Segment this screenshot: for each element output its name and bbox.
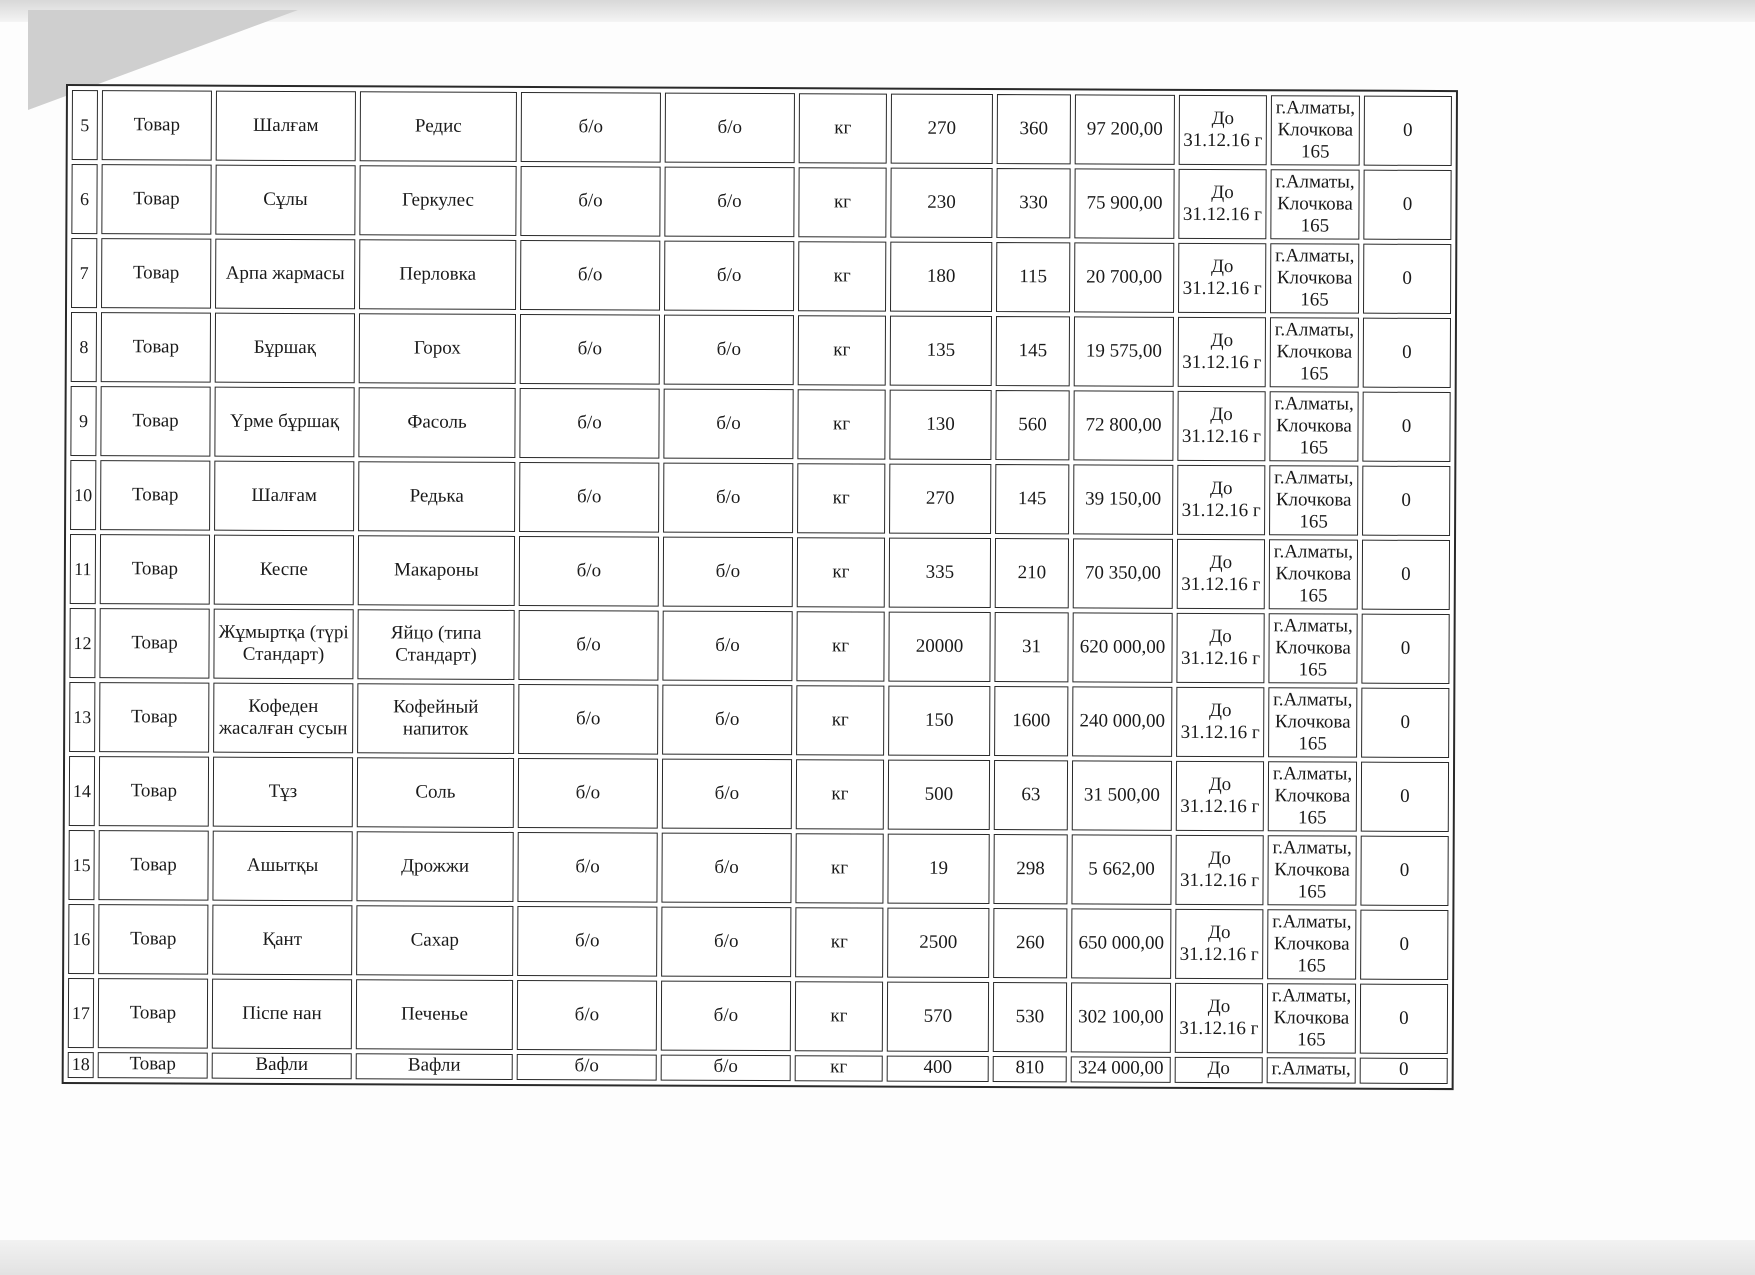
unit-cell: кг [798, 315, 886, 385]
row-number-cell: 10 [70, 460, 96, 530]
name-russian-cell: Кофейный напиток [357, 683, 514, 754]
name-russian-cell: Фасоль [358, 387, 515, 458]
table-row [70, 386, 1450, 462]
name-kazakh-cell: Бұршақ [215, 313, 355, 384]
row-number-cell: 7 [71, 238, 97, 308]
characteristic-2-cell: б/о [664, 241, 794, 312]
name-russian-cell: Печенье [356, 979, 513, 1050]
unit-cell: кг [795, 1055, 883, 1081]
characteristic-1-cell: б/о [518, 610, 658, 681]
name-kazakh-cell: Шалғам [214, 461, 354, 532]
advance-payment-cell: 0 [1360, 984, 1448, 1054]
table-row [71, 238, 1451, 314]
characteristic-2-cell: б/о [665, 93, 795, 164]
name-kazakh-cell: Вафли [212, 1053, 352, 1080]
procurement-table-wrapper [62, 84, 1458, 1090]
characteristic-2-cell: б/о [662, 611, 792, 682]
unit-price-cell: 330 [996, 168, 1070, 238]
row-number-cell: 16 [68, 904, 94, 974]
characteristic-2-cell: б/о [661, 907, 791, 978]
advance-payment-cell: 0 [1360, 1058, 1448, 1084]
name-russian-cell: Сахар [356, 905, 513, 976]
characteristic-1-cell: б/о [517, 832, 657, 903]
table-row [68, 978, 1448, 1054]
table-row [70, 460, 1450, 536]
name-russian-cell: Соль [357, 757, 514, 828]
unit-price-cell: 63 [994, 760, 1068, 830]
total-sum-cell: 324 000,00 [1071, 1056, 1171, 1082]
name-kazakh-cell: Үрме бұршақ [214, 387, 354, 458]
row-number-cell: 14 [69, 756, 95, 826]
table-row [71, 312, 1451, 388]
item-type-cell: Товар [98, 830, 208, 900]
name-kazakh-cell: Арпа жармасы [215, 239, 355, 310]
name-kazakh-cell: Сұлы [215, 165, 355, 236]
characteristic-2-cell: б/о [662, 685, 792, 756]
advance-payment-cell: 0 [1363, 170, 1451, 240]
table-row [69, 756, 1449, 832]
characteristic-1-cell: б/о [519, 462, 659, 533]
item-type-cell: Товар [101, 238, 211, 308]
item-type-cell: Товар [100, 460, 210, 530]
quantity-cell: 130 [889, 390, 991, 460]
table-row [68, 1052, 1448, 1084]
name-kazakh-cell: Кеспе [214, 535, 354, 606]
scan-bottom-edge [0, 1240, 1755, 1275]
table-row [71, 164, 1451, 240]
name-kazakh-cell: Жұмыртқа (түрі Стандарт) [213, 609, 353, 680]
name-kazakh-cell: Қант [212, 905, 352, 976]
unit-cell: кг [797, 389, 885, 459]
characteristic-1-cell: б/о [517, 980, 657, 1051]
unit-price-cell: 145 [996, 316, 1070, 386]
characteristic-1-cell: б/о [518, 684, 658, 755]
characteristic-1-cell: б/о [518, 758, 658, 829]
name-kazakh-cell: Кофеден жасалған сусын [213, 683, 353, 754]
total-sum-cell: 97 200,00 [1075, 94, 1175, 164]
table-body [68, 90, 1452, 1084]
unit-cell: кг [795, 833, 883, 903]
total-sum-cell: 70 350,00 [1073, 538, 1173, 608]
total-sum-cell: 620 000,00 [1072, 612, 1172, 682]
unit-price-cell: 31 [994, 612, 1068, 682]
name-kazakh-cell: Піспе нан [212, 979, 352, 1050]
delivery-place-cell: г.Алматы, Клочкова 165 [1268, 761, 1357, 831]
unit-cell: кг [795, 981, 883, 1051]
delivery-place-cell: г.Алматы, Клочкова 165 [1270, 169, 1359, 239]
delivery-term-cell: До 31.12.16 г [1175, 983, 1263, 1053]
item-type-cell: Товар [100, 534, 210, 604]
quantity-cell: 270 [891, 94, 993, 164]
delivery-term-cell: До 31.12.16 г [1177, 465, 1265, 535]
total-sum-cell: 19 575,00 [1074, 316, 1174, 386]
total-sum-cell: 240 000,00 [1072, 686, 1172, 756]
unit-cell: кг [796, 685, 884, 755]
total-sum-cell: 39 150,00 [1073, 464, 1173, 534]
advance-payment-cell: 0 [1362, 540, 1450, 610]
advance-payment-cell: 0 [1362, 466, 1450, 536]
characteristic-1-cell: б/о [517, 906, 657, 977]
name-kazakh-cell: Ашытқы [212, 831, 352, 902]
row-number-cell: 17 [68, 978, 94, 1048]
delivery-term-cell: До 31.12.16 г [1178, 169, 1266, 239]
name-russian-cell: Яйцо (типа Стандарт) [357, 609, 514, 680]
item-type-cell: Товар [101, 312, 211, 382]
delivery-place-cell: г.Алматы, Клочкова 165 [1269, 465, 1358, 535]
quantity-cell: 19 [887, 834, 989, 904]
row-number-cell: 5 [72, 90, 98, 160]
row-number-cell: 18 [68, 1052, 94, 1078]
characteristic-2-cell: б/о [664, 315, 794, 386]
quantity-cell: 335 [889, 538, 991, 608]
unit-price-cell: 115 [996, 242, 1070, 312]
total-sum-cell: 302 100,00 [1071, 982, 1171, 1052]
characteristic-2-cell: б/о [661, 1055, 791, 1082]
delivery-place-cell: г.Алматы, Клочкова 165 [1267, 983, 1356, 1053]
delivery-term-cell: До 31.12.16 г [1176, 613, 1264, 683]
characteristic-1-cell: б/о [519, 388, 659, 459]
characteristic-1-cell: б/о [520, 314, 660, 385]
name-russian-cell: Редька [358, 461, 515, 532]
delivery-term-cell: До 31.12.16 г [1179, 95, 1267, 165]
characteristic-1-cell: б/о [520, 240, 660, 311]
total-sum-cell: 650 000,00 [1071, 908, 1171, 978]
delivery-place-cell: г.Алматы, Клочкова 165 [1267, 835, 1356, 905]
delivery-place-cell: г.Алматы, [1267, 1057, 1356, 1083]
unit-price-cell: 360 [997, 94, 1071, 164]
delivery-term-cell: До 31.12.16 г [1176, 761, 1264, 831]
advance-payment-cell: 0 [1362, 392, 1450, 462]
item-type-cell: Товар [101, 164, 211, 234]
row-number-cell: 13 [69, 682, 95, 752]
characteristic-2-cell: б/о [663, 537, 793, 608]
delivery-place-cell: г.Алматы, Клочкова 165 [1268, 613, 1357, 683]
advance-payment-cell: 0 [1360, 836, 1448, 906]
unit-cell: кг [797, 537, 885, 607]
advance-payment-cell: 0 [1363, 244, 1451, 314]
characteristic-2-cell: б/о [663, 389, 793, 460]
unit-price-cell: 1600 [994, 686, 1068, 756]
item-type-cell: Товар [99, 756, 209, 826]
name-kazakh-cell: Тұз [213, 757, 353, 828]
row-number-cell: 6 [71, 164, 97, 234]
unit-cell: кг [799, 93, 887, 163]
characteristic-2-cell: б/о [663, 463, 793, 534]
total-sum-cell: 20 700,00 [1074, 242, 1174, 312]
row-number-cell: 12 [69, 608, 95, 678]
quantity-cell: 230 [890, 168, 992, 238]
item-type-cell: Товар [99, 608, 209, 678]
item-type-cell: Товар [98, 1052, 208, 1078]
unit-price-cell: 260 [993, 908, 1067, 978]
delivery-term-cell: До 31.12.16 г [1175, 909, 1263, 979]
name-russian-cell: Перловка [359, 239, 516, 310]
delivery-place-cell: г.Алматы, Клочкова 165 [1269, 539, 1358, 609]
row-number-cell: 15 [68, 830, 94, 900]
total-sum-cell: 31 500,00 [1072, 760, 1172, 830]
total-sum-cell: 72 800,00 [1073, 390, 1173, 460]
quantity-cell: 400 [887, 1056, 989, 1082]
delivery-term-cell: До 31.12.16 г [1175, 835, 1263, 905]
advance-payment-cell: 0 [1363, 318, 1451, 388]
characteristic-1-cell: б/о [521, 92, 661, 163]
name-russian-cell: Геркулес [359, 165, 516, 236]
row-number-cell: 11 [70, 534, 96, 604]
name-russian-cell: Вафли [356, 1053, 513, 1080]
advance-payment-cell: 0 [1361, 614, 1449, 684]
table-row [69, 682, 1449, 758]
delivery-place-cell: г.Алматы, Клочкова 165 [1271, 95, 1360, 165]
delivery-place-cell: г.Алматы, Клочкова 165 [1270, 243, 1359, 313]
name-russian-cell: Горох [359, 313, 516, 384]
item-type-cell: Товар [99, 682, 209, 752]
unit-cell: кг [797, 463, 885, 533]
name-kazakh-cell: Шалғам [216, 91, 356, 162]
quantity-cell: 2500 [887, 908, 989, 978]
unit-cell: кг [796, 611, 884, 681]
delivery-place-cell: г.Алматы, Клочкова 165 [1267, 909, 1356, 979]
delivery-place-cell: г.Алматы, Клочкова 165 [1269, 391, 1358, 461]
unit-price-cell: 560 [995, 390, 1069, 460]
quantity-cell: 135 [890, 316, 992, 386]
characteristic-1-cell: б/о [520, 166, 660, 237]
delivery-term-cell: До 31.12.16 г [1177, 539, 1265, 609]
name-russian-cell: Макароны [358, 535, 515, 606]
unit-cell: кг [798, 241, 886, 311]
characteristic-1-cell: б/о [517, 1054, 657, 1081]
unit-price-cell: 210 [995, 538, 1069, 608]
total-sum-cell: 5 662,00 [1071, 834, 1171, 904]
advance-payment-cell: 0 [1360, 910, 1448, 980]
delivery-term-cell: До 31.12.16 г [1176, 687, 1264, 757]
name-russian-cell: Дрожжи [356, 831, 513, 902]
table-row [70, 534, 1450, 610]
delivery-place-cell: г.Алматы, Клочкова 165 [1268, 687, 1357, 757]
row-number-cell: 8 [71, 312, 97, 382]
quantity-cell: 150 [888, 686, 990, 756]
delivery-term-cell: До 31.12.16 г [1178, 317, 1266, 387]
total-sum-cell: 75 900,00 [1074, 168, 1174, 238]
item-type-cell: Товар [102, 90, 212, 160]
row-number-cell: 9 [70, 386, 96, 456]
delivery-term-cell: До 31.12.16 г [1178, 243, 1266, 313]
delivery-term-cell: До [1175, 1057, 1263, 1083]
advance-payment-cell: 0 [1361, 688, 1449, 758]
quantity-cell: 570 [887, 982, 989, 1052]
table-row [72, 90, 1452, 166]
item-type-cell: Товар [98, 978, 208, 1048]
characteristic-1-cell: б/о [519, 536, 659, 607]
quantity-cell: 20000 [888, 612, 990, 682]
item-type-cell: Товар [100, 386, 210, 456]
advance-payment-cell: 0 [1364, 96, 1452, 166]
quantity-cell: 180 [890, 242, 992, 312]
quantity-cell: 270 [889, 464, 991, 534]
delivery-place-cell: г.Алматы, Клочкова 165 [1270, 317, 1359, 387]
unit-price-cell: 810 [993, 1056, 1067, 1082]
unit-price-cell: 298 [993, 834, 1067, 904]
delivery-term-cell: До 31.12.16 г [1177, 391, 1265, 461]
table-row [68, 904, 1448, 980]
unit-price-cell: 530 [993, 982, 1067, 1052]
unit-cell: кг [795, 907, 883, 977]
unit-cell: кг [796, 759, 884, 829]
characteristic-2-cell: б/о [662, 759, 792, 830]
table-row [68, 830, 1448, 906]
characteristic-2-cell: б/о [661, 833, 791, 904]
advance-payment-cell: 0 [1361, 762, 1449, 832]
item-type-cell: Товар [98, 904, 208, 974]
unit-cell: кг [798, 167, 886, 237]
quantity-cell: 500 [888, 760, 990, 830]
characteristic-2-cell: б/о [664, 167, 794, 238]
characteristic-2-cell: б/о [661, 981, 791, 1052]
table-row [69, 608, 1449, 684]
unit-price-cell: 145 [995, 464, 1069, 534]
procurement-table [62, 84, 1458, 1090]
name-russian-cell: Редис [360, 91, 517, 162]
